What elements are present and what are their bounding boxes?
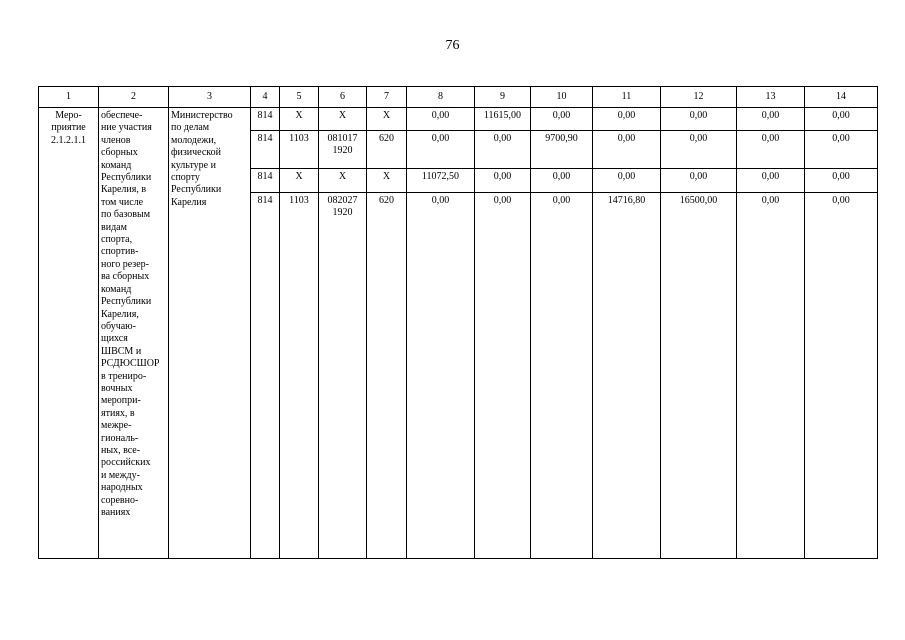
cell-col13: 0,00 xyxy=(737,131,805,169)
column-header: 8 xyxy=(407,87,475,108)
description-line: обеспече- xyxy=(101,110,143,121)
column-header: 2 xyxy=(99,87,169,108)
header-row xyxy=(39,87,878,108)
cell-col10: 0,00 xyxy=(531,193,593,559)
cell-col9: 11615,00 xyxy=(475,108,531,131)
description-line: меропри- xyxy=(101,395,141,407)
description-line: по базовым xyxy=(101,209,151,221)
description-line: ваниях xyxy=(101,507,131,518)
description-line: спорта, xyxy=(101,234,133,246)
executor-line: Министерство xyxy=(171,110,233,121)
cell-col4: 814 xyxy=(251,108,280,131)
description-line: ных, все- xyxy=(101,444,141,456)
cell-col6 xyxy=(319,108,367,131)
description-line: народных xyxy=(101,482,143,494)
executor-line: Карелия xyxy=(171,196,207,208)
cell-col5: 1103 xyxy=(280,131,319,169)
cell-col10: 9700,90 xyxy=(531,131,593,169)
cell-col12: 0,00 xyxy=(661,169,737,193)
description-line: обучаю- xyxy=(101,320,136,332)
column-header: 11 xyxy=(593,87,661,108)
cell-col7: X xyxy=(367,108,407,131)
activity-description-cell xyxy=(99,108,169,559)
column-header: 10 xyxy=(531,87,593,108)
description-line: РСДЮСШОР xyxy=(101,358,160,370)
cell-col10: 0,00 xyxy=(531,108,593,131)
column-header: 5 xyxy=(280,87,319,108)
code-line: X xyxy=(338,171,347,182)
description-line: сборных xyxy=(101,147,138,159)
cell-col7: 620 xyxy=(367,193,407,559)
cell-col6 xyxy=(319,169,367,193)
cell-col12: 0,00 xyxy=(661,131,737,169)
column-header: 13 xyxy=(737,87,805,108)
description-line: российских xyxy=(101,457,151,469)
cell-col4: 814 xyxy=(251,131,280,169)
cell-col4: 814 xyxy=(251,193,280,559)
description-line: ва сборных xyxy=(101,271,150,283)
description-line: щихся xyxy=(101,333,128,345)
cell-col7: 620 xyxy=(367,131,407,169)
cell-col14: 0,00 xyxy=(805,131,878,169)
cell-col6 xyxy=(319,193,367,559)
activity-label-line: 2.1.2.1.1 xyxy=(51,134,86,146)
executor-cell xyxy=(169,108,251,559)
code-line: 1920 xyxy=(332,145,353,157)
cell-col13: 0,00 xyxy=(737,193,805,559)
executor-line: культуре и xyxy=(171,159,216,171)
cell-col8: 11072,50 xyxy=(407,169,475,193)
description-line: межре- xyxy=(101,420,132,432)
description-line: членов xyxy=(101,134,131,146)
cell-col10: 0,00 xyxy=(531,169,593,193)
cell-col9: 0,00 xyxy=(475,169,531,193)
description-line: вочных xyxy=(101,382,133,394)
cell-col13: 0,00 xyxy=(737,169,805,193)
description-line: в трениро- xyxy=(101,370,147,382)
column-header: 6 xyxy=(319,87,367,108)
description-line: Карелия, в xyxy=(101,184,147,196)
description-line: ШВСМ и xyxy=(101,345,142,357)
description-line: спортив- xyxy=(101,246,139,258)
column-header: 7 xyxy=(367,87,407,108)
description-line: соревно- xyxy=(101,494,139,506)
page-number: 76 xyxy=(445,38,460,53)
column-header: 4 xyxy=(251,87,280,108)
code-line: X xyxy=(338,110,347,121)
executor-line: спорту xyxy=(171,172,200,184)
cell-col11: 0,00 xyxy=(593,131,661,169)
executor-line: молодежи, xyxy=(171,134,217,146)
activity-label-line: приятие xyxy=(51,122,86,134)
description-line: команд xyxy=(101,283,132,295)
description-line: гиональ- xyxy=(101,432,139,444)
cell-col8: 0,00 xyxy=(407,108,475,131)
cell-col12: 16500,00 xyxy=(661,193,737,559)
code-line: 081017 xyxy=(327,133,358,144)
description-line: ного резер- xyxy=(101,258,149,270)
cell-col12: 0,00 xyxy=(661,108,737,131)
budget-table xyxy=(38,86,878,559)
column-header: 1 xyxy=(39,87,99,108)
cell-col5: X xyxy=(280,108,319,131)
activity-label-cell xyxy=(39,108,99,559)
cell-col13: 0,00 xyxy=(737,108,805,131)
cell-col14: 0,00 xyxy=(805,193,878,559)
column-header: 14 xyxy=(805,87,878,108)
table-row xyxy=(39,108,878,131)
description-line: ние участия xyxy=(101,122,152,134)
description-line: том числе xyxy=(101,196,144,208)
cell-col11: 0,00 xyxy=(593,108,661,131)
cell-col8: 0,00 xyxy=(407,131,475,169)
cell-col7: X xyxy=(367,169,407,193)
description-line: Республики xyxy=(101,296,152,308)
cell-col4: 814 xyxy=(251,169,280,193)
cell-col9: 0,00 xyxy=(475,131,531,169)
description-line: и между- xyxy=(101,469,140,481)
description-line: команд xyxy=(101,159,132,171)
executor-line: по делам xyxy=(171,122,210,134)
code-line: 082027 xyxy=(327,195,358,206)
cell-col6 xyxy=(319,131,367,169)
column-header: 3 xyxy=(169,87,251,108)
executor-line: физической xyxy=(171,147,221,159)
description-line: видам xyxy=(101,221,127,233)
cell-col11: 0,00 xyxy=(593,169,661,193)
description-line: ятиях, в xyxy=(101,407,135,419)
cell-col14: 0,00 xyxy=(805,108,878,131)
cell-col5: 1103 xyxy=(280,193,319,559)
cell-col14: 0,00 xyxy=(805,169,878,193)
column-header: 12 xyxy=(661,87,737,108)
description-line: Республики xyxy=(101,172,152,184)
cell-col5: X xyxy=(280,169,319,193)
column-header: 9 xyxy=(475,87,531,108)
description-line: Карелия, xyxy=(101,308,139,320)
activity-label-line: Меро- xyxy=(55,110,82,121)
cell-col11: 14716,80 xyxy=(593,193,661,559)
code-line: 1920 xyxy=(332,207,353,219)
cell-col8: 0,00 xyxy=(407,193,475,559)
cell-col9: 0,00 xyxy=(475,193,531,559)
executor-line: Республики xyxy=(171,184,222,196)
